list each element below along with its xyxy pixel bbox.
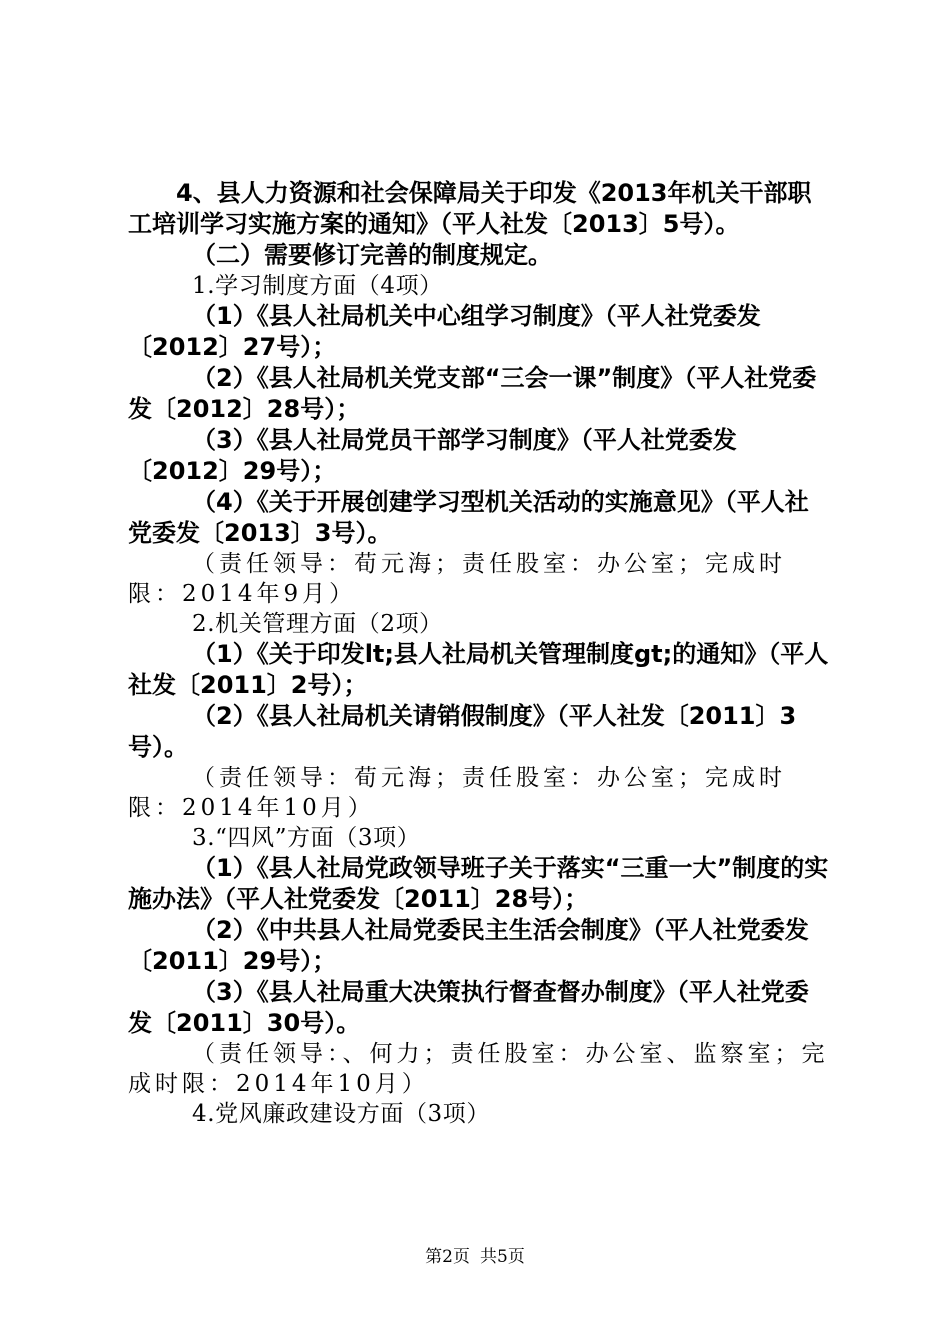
page-footer [0,1246,950,1268]
subsection-heading-study: 1.学习制度方面（4项） [192,273,443,299]
subsection-heading-four-winds: 3.“四风”方面（3项） [192,825,421,851]
subsection-heading-management: 2.机关管理方面（2项） [192,611,443,637]
list-item: （3）《县人社局重大决策执行督查督办制度》（平人社党委发〔2011〕30号）。 [128,978,809,1037]
list-item: （1）《县人社局机关中心组学习制度》（平人社党委发〔2012〕27号）； [128,302,761,361]
section-heading-revise: （二）需要修订完善的制度规定。 [192,241,552,269]
paragraph-item-4-notice: 4、县人力资源和社会保障局关于印发《2013年机关干部职工培训学习实施方案的通知》（平人社发〔2013〕5号）。 [128,179,812,238]
subsection-heading-integrity: 4.党风廉政建设方面（3项） [192,1101,490,1127]
page-number: 第2页 [425,1247,470,1267]
list-item: （2）《中共县人社局党委民主生活会制度》（平人社党委发〔2011〕29号）； [128,916,809,975]
responsibility-note: （责任领导：荀元海；责任股室：办公室；完成时限：2014年10月） [128,765,786,821]
list-item: （2）《县人社局机关党支部“三会一课”制度》（平人社党委发〔2012〕28号）； [128,364,817,423]
list-item: （4）《关于开展创建学习型机关活动的实施意见》（平人社党委发〔2013〕3号）。 [128,488,809,547]
list-item: （2）《县人社局机关请销假制度》（平人社发〔2011〕3号）。 [128,702,797,761]
page-total: 共5页 [480,1247,525,1267]
list-item: （1）《关于印发lt;县人社局机关管理制度gt;的通知》（平人社发〔2011〕2号）； [128,640,829,699]
list-item: （3）《县人社局党员干部学习制度》（平人社党委发〔2012〕29号）； [128,426,737,485]
list-item: （1）《县人社局党政领导班子关于落实“三重一大”制度的实施办法》（平人社党委发〔2011〕28号）； [128,854,829,913]
document-body [128,178,832,1129]
responsibility-note: （责任领导：荀元海；责任股室：办公室；完成时限：2014年9月） [128,551,786,607]
responsibility-note: （责任领导：、何力；责任股室：办公室、监察室；完成时限：2014年10月） [128,1041,829,1097]
